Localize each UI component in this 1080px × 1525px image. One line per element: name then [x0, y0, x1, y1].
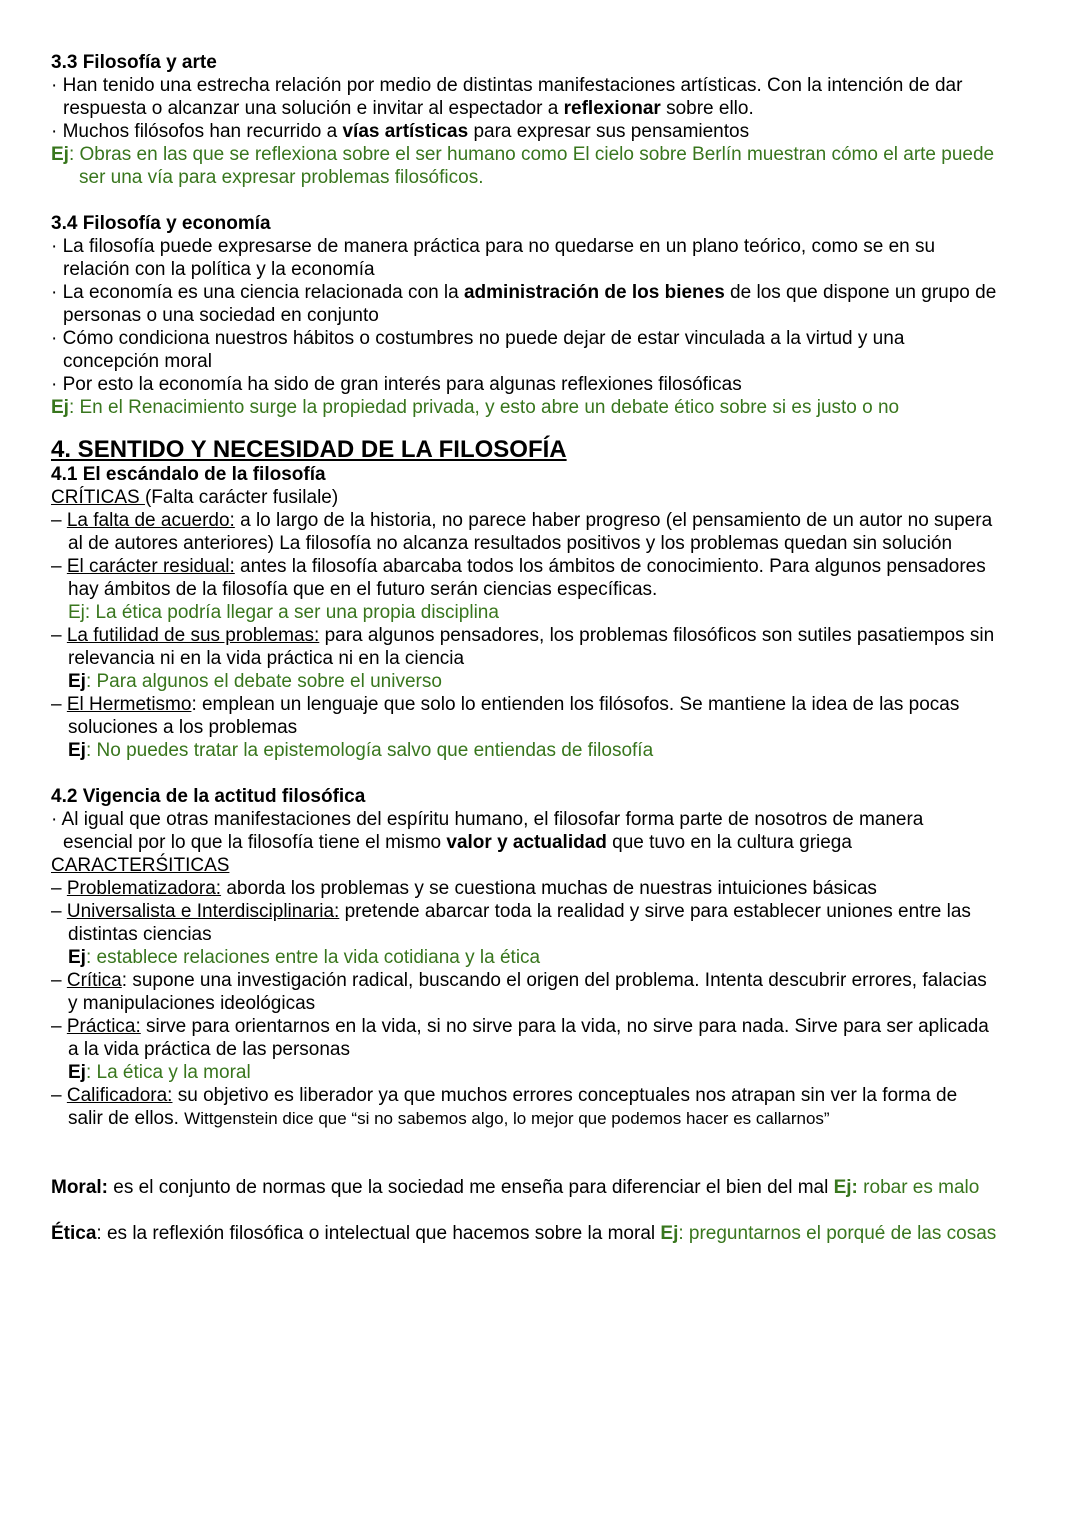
critica-item-2-example: Ej: La ética podría llegar a ser una propia disciplina — [68, 602, 499, 623]
s34-line-1: · La filosofía puede expresarse de manera práctica para no quedarse en un plano teórico, como se en su — [51, 236, 936, 257]
critica-item-3: – La futilidad de sus problemas: para algunos pensadores, los problemas filosóficos son sutiles pasatiempos sin — [51, 625, 995, 646]
s34-line-6: concepción moral — [63, 351, 212, 372]
spacer — [51, 1153, 1046, 1176]
caracteristica-item-3-cont: y manipulaciones ideológicas — [68, 993, 316, 1014]
caracteristica-item-4-cont: a la vida práctica de las personas — [68, 1039, 350, 1060]
caracteristica-item-4-example: Ej: La ética y la moral — [68, 1062, 251, 1083]
s42-line-1: · Al igual que otras manifestaciones del espíritu humano, el filosofar forma parte de nosotros de manera — [51, 809, 924, 830]
section-4-1-title: 4.1 El escándalo de la filosofía — [51, 464, 326, 485]
s33-example: Ej: Obras en las que se reflexiona sobre el ser humano como El cielo sobre Berlín muestran cómo el arte puede — [51, 144, 995, 165]
critica-item-2: – El carácter residual: antes la filosofía abarcaba todos los ámbitos de conocimiento. Para algunos pensadores — [51, 556, 986, 577]
caracteristicas-heading: CARACTERŚITICAS — [51, 855, 230, 876]
s34-line-4: personas o una sociedad en conjunto — [63, 305, 379, 326]
criticas-heading: CRÍTICAS (Falta carácter fusilale) — [51, 487, 339, 508]
definition-moral: Moral: es el conjunto de normas que la sociedad me enseña para diferenciar el bien del mal Ej: robar es malo — [51, 1177, 980, 1198]
section-3-3-title: 3.3 Filosofía y arte — [51, 52, 217, 73]
caracteristica-item-2: – Universalista e Interdisciplinaria: pretende abarcar toda la realidad y sirve para establecer uniones entre las — [51, 901, 971, 922]
section-4-2-title: 4.2 Vigencia de la actitud filosófica — [51, 786, 366, 807]
section-4-title: 4. SENTIDO Y NECESIDAD DE LA FILOSOFÍA — [51, 436, 567, 463]
section-3-4-title: 3.4 Filosofía y economía — [51, 213, 271, 234]
critica-item-4-example: Ej: No puedes tratar la epistemología salvo que entiendas de filosofía — [68, 740, 654, 761]
s34-line-3: · La economía es una ciencia relacionada con la administración de los bienes de los que dispone un grupo de — [51, 282, 997, 303]
caracteristica-item-2-example: Ej: establece relaciones entre la vida cotidiana y la ética — [68, 947, 541, 968]
s34-line-2: relación con la política y la economía — [63, 259, 375, 280]
critica-item-2-cont: hay ámbitos de la filosofía que en el futuro serán ciencias específicas. — [68, 579, 658, 600]
caracteristica-item-4: – Práctica: sirve para orientarnos en la vida, si no sirve para la vida, no sirve para nada. Sirve para ser aplicada — [51, 1016, 989, 1037]
critica-item-1: – La falta de acuerdo: a lo largo de la historia, no parece haber progreso (el pensamiento de un autor no supera — [51, 510, 993, 531]
spacer — [51, 762, 1046, 785]
spacer — [51, 189, 1046, 212]
definition-etica: Ética: es la reflexión filosófica o intelectual que hacemos sobre la moral Ej: preguntarnos el porqué de las cosas — [51, 1223, 997, 1244]
s33-line-3: · Muchos filósofos han recurrido a vías artísticas para expresar sus pensamientos — [51, 121, 750, 142]
critica-item-4-cont: soluciones a los problemas — [68, 717, 298, 738]
s33-line-2: respuesta o alcanzar una solución e invitar al espectador a reflexionar sobre ello. — [63, 98, 754, 119]
s42-line-2: esencial por lo que la filosofía tiene el mismo valor y actualidad que tuvo en la cultura griega — [63, 832, 852, 853]
caracteristica-item-3: – Crítica: supone una investigación radical, buscando el origen del problema. Intenta descubrir errores, falacias — [51, 970, 987, 991]
caracteristica-item-1: – Problematizadora: aborda los problemas y se cuestiona muchas de nuestras intuiciones básicas — [51, 878, 877, 899]
critica-item-3-cont: relevancia ni en la vida práctica ni en la ciencia — [68, 648, 465, 669]
s33-example-cont: ser una vía para expresar problemas filosóficos. — [79, 167, 484, 188]
critica-item-4: – El Hermetismo: emplean un lenguaje que solo lo entienden los filósofos. Se mantiene la idea de las pocas — [51, 694, 960, 715]
spacer — [51, 419, 1046, 437]
s34-example: Ej: En el Renacimiento surge la propiedad privada, y esto abre un debate ético sobre si es justo o no — [51, 397, 900, 418]
caracteristica-item-5: – Calificadora: su objetivo es liberador ya que muchos errores conceptuales nos atrapan sin ver la forma de — [51, 1085, 958, 1106]
critica-item-3-example: Ej: Para algunos el debate sobre el universo — [68, 671, 442, 692]
s34-line-7: · Por esto la economía ha sido de gran interés para algunas reflexiones filosóficas — [51, 374, 742, 395]
caracteristica-item-5-cont: salir de ellos. Wittgenstein dice que “si no sabemos algo, lo mejor que podemos hacer es callarnos” — [68, 1108, 830, 1129]
spacer — [51, 1130, 1046, 1153]
s34-line-5: · Cómo condiciona nuestros hábitos o costumbres no puede dejar de estar vinculada a la virtud y una — [51, 328, 905, 349]
spacer — [51, 1199, 1046, 1222]
caracteristica-item-2-cont: distintas ciencias — [68, 924, 212, 945]
critica-item-1-cont: al de autores anteriores) La filosofía no alcanza resultados positivos y los problemas quedan sin solución — [68, 533, 953, 554]
s33-line-1: · Han tenido una estrecha relación por medio de distintas manifestaciones artísticas. Con la intención de dar — [51, 75, 963, 96]
